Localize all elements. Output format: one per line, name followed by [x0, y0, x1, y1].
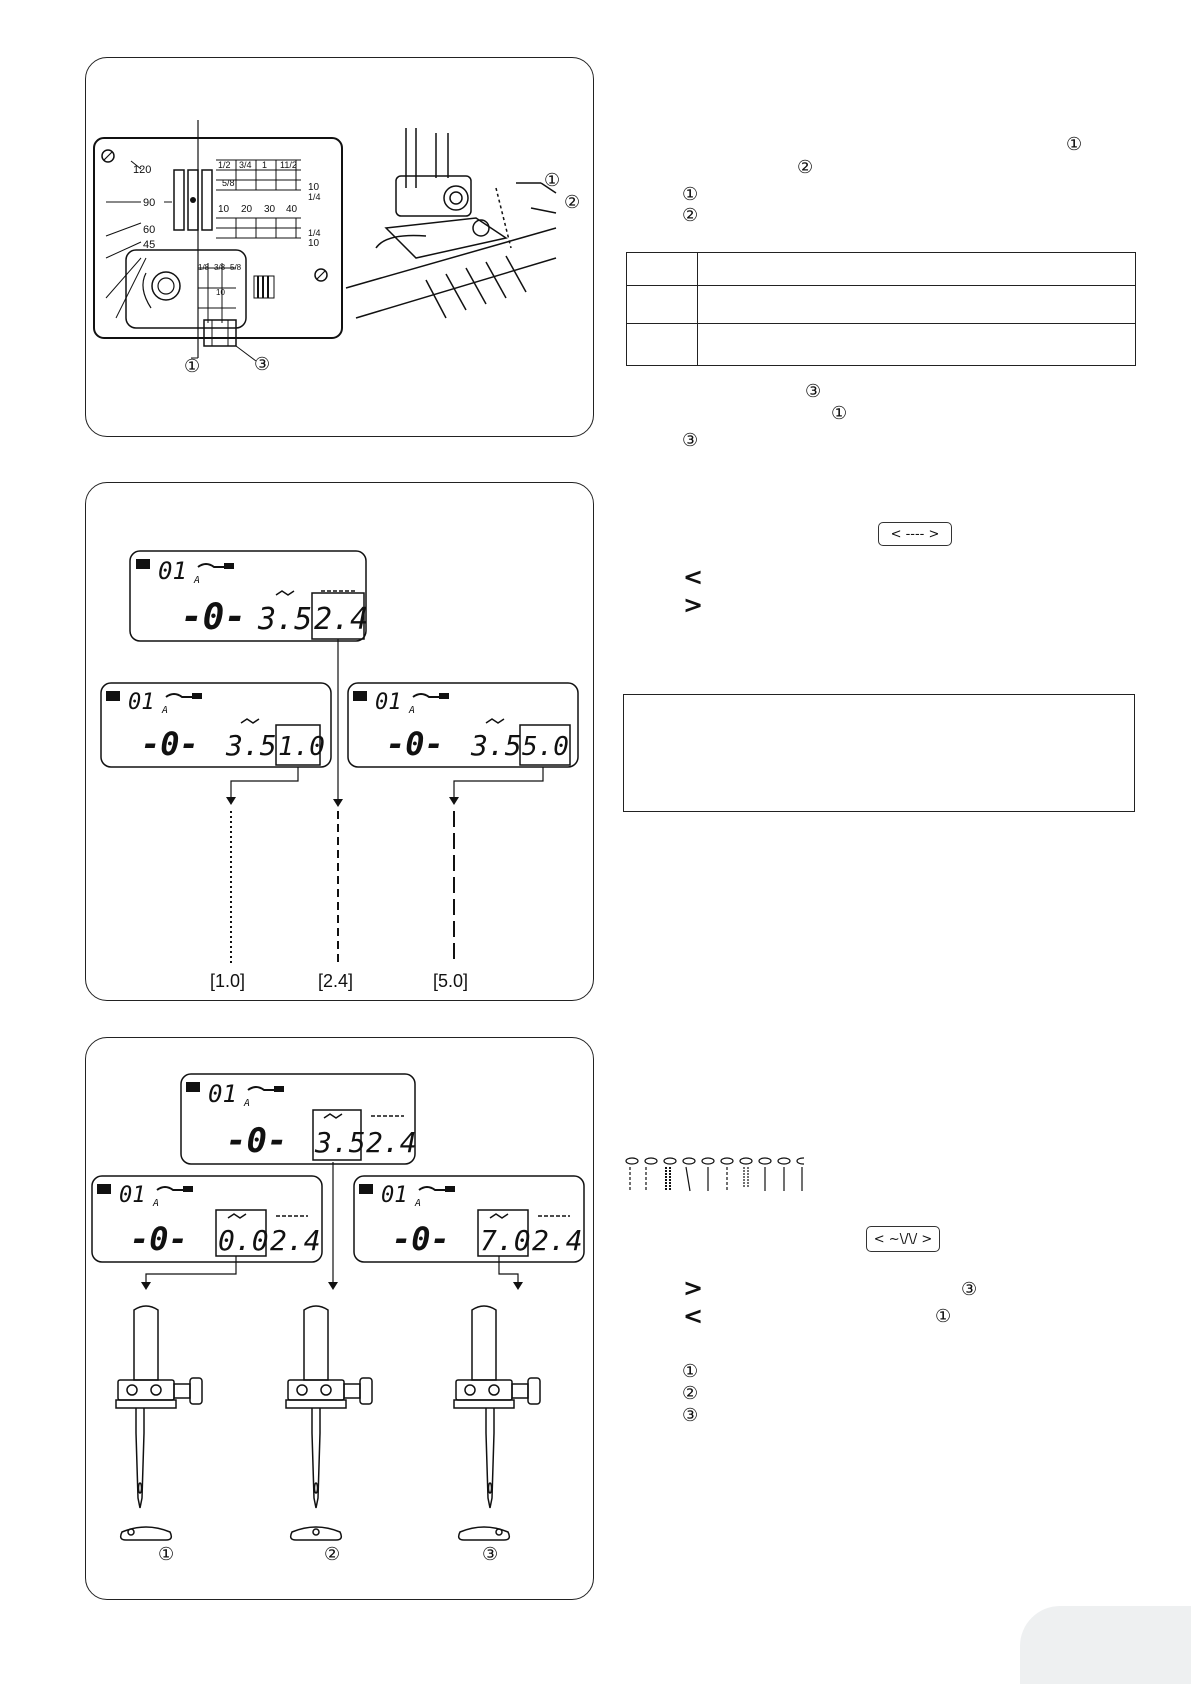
needle-label-center: ②	[324, 1544, 341, 1565]
needle-drawings	[86, 1038, 594, 1600]
table-column-separator	[697, 253, 698, 365]
ref-2-line2: ②	[797, 157, 814, 178]
figure-needle-plate-panel	[85, 57, 594, 437]
ref-1-text: ①	[831, 403, 848, 424]
lcd-top-mode-a: A	[194, 575, 201, 586]
lcd-width-top-width: 3.5	[315, 1126, 366, 1159]
list-ref-2: ②	[682, 205, 699, 226]
plate-inch-one-half: 11/2	[280, 160, 297, 170]
lcd-left	[101, 683, 331, 767]
lcd-right-pattern-no: 01	[375, 690, 402, 715]
plate-lower-ten: 10	[216, 288, 225, 297]
plate-mm-10-upper: 10	[308, 182, 320, 193]
plate-inch-quarter-a: 1/4	[308, 192, 321, 202]
lcd-width-left-pattern-no: 01	[119, 1183, 146, 1208]
figure-stitch-length-panel	[85, 482, 594, 1001]
plate-inch-three-quarter: 3/4	[239, 160, 252, 170]
lcd-width-top-length: 2.4	[366, 1126, 417, 1159]
lcd-left-pattern-no: 01	[128, 690, 155, 715]
ref-1-line1: ①	[1066, 134, 1083, 155]
plate-scale-90: 90	[143, 197, 156, 209]
increase-width-ref: ③	[961, 1279, 978, 1300]
stitch-width-key[interactable]: < ~\/\/ >	[866, 1226, 940, 1252]
plate-mm-40: 40	[286, 204, 298, 215]
plate-mm-20: 20	[241, 204, 253, 215]
stitch-length-key[interactable]: < ---- >	[878, 522, 952, 546]
lcd-width-top-needle-position: -0-	[226, 1121, 288, 1161]
plate-scale-60: 60	[143, 224, 156, 236]
callout-1-plate: ①	[184, 356, 201, 376]
seam-guide-table	[626, 252, 1136, 366]
ref-3-text: ③	[805, 381, 822, 402]
lcd-left-mode-a: A	[162, 705, 169, 716]
lcd-width-right-width: 7.0	[480, 1224, 531, 1257]
plate-inch-one: 1	[262, 160, 268, 170]
lcd-top-length: 2.4	[314, 602, 369, 637]
plate-lower-one-eighth: 1/8	[198, 263, 210, 272]
note-box	[623, 694, 1135, 812]
lcd-width-right-needle-position: -0-	[392, 1220, 450, 1258]
increase-length-glyph: >	[683, 591, 704, 619]
lcd-left-width: 3.5	[226, 729, 277, 762]
decrease-width-ref: ①	[935, 1306, 952, 1327]
lcd-width-left-length: 2.4	[270, 1224, 321, 1257]
needle-clamp-right	[454, 1306, 540, 1540]
needle-list-ref-3: ③	[682, 1405, 699, 1426]
lcd-left-needle-position: -0-	[141, 725, 199, 763]
figure-stitch-width-panel	[85, 1037, 594, 1600]
increase-width-glyph: >	[683, 1274, 704, 1302]
lcd-width-top-mode-a: A	[244, 1098, 251, 1109]
plate-inch-quarter-b: 1/4	[308, 228, 321, 238]
lcd-right	[348, 683, 578, 767]
needle-list-ref-1: ①	[682, 1361, 699, 1382]
plate-lower-five-eighth: 5/8	[230, 263, 242, 272]
decrease-length-glyph: <	[683, 563, 704, 591]
presser-foot-drawing	[346, 128, 556, 318]
needle-label-left: ①	[158, 1544, 175, 1565]
callout-3-plate: ③	[254, 354, 271, 374]
lcd-width-right-length: 2.4	[532, 1224, 583, 1257]
decrease-width-glyph: <	[683, 1302, 704, 1330]
table-row	[627, 285, 1135, 286]
lcd-width-left-needle-position: -0-	[130, 1220, 188, 1258]
list-ref-1: ①	[682, 184, 699, 205]
lcd-width-top-pattern-no: 01	[208, 1080, 237, 1108]
lcd-right-width: 3.5	[471, 729, 522, 762]
callout-1-foot: ①	[544, 170, 561, 190]
lcd-top-pattern-no: 01	[158, 557, 187, 585]
page-corner-tab	[1020, 1606, 1191, 1684]
callout-2-foot: ②	[564, 192, 581, 212]
plate-mm-10: 10	[218, 204, 230, 215]
stitch-label-short: [1.0]	[210, 971, 246, 991]
lcd-width-left-width: 0.0	[218, 1224, 269, 1257]
lcd-right-length: 5.0	[522, 732, 569, 762]
lcd-top-needle-position: -0-	[181, 597, 247, 638]
stitch-label-default: [2.4]	[318, 971, 354, 991]
lcd-top	[130, 551, 368, 641]
needle-label-right: ③	[482, 1544, 499, 1565]
stitch-label-long: [5.0]	[433, 971, 469, 991]
plate-lower-three-eighth: 3/8	[214, 263, 226, 272]
lcd-width-right-mode-a: A	[415, 1198, 422, 1209]
lcd-left-length: 1.0	[278, 732, 325, 762]
stitch-length-illustration	[86, 483, 594, 1001]
plate-scale-45: 45	[143, 239, 156, 251]
needle-list-ref-2: ②	[682, 1383, 699, 1404]
plate-mm-30: 30	[264, 204, 276, 215]
lcd-right-mode-a: A	[409, 705, 416, 716]
stitch-pattern-icons	[624, 1157, 804, 1197]
plate-scale-120: 120	[133, 164, 152, 176]
list-ref-3: ③	[682, 430, 699, 451]
lcd-width-right-pattern-no: 01	[381, 1183, 408, 1208]
plate-mm-10-lower: 10	[308, 238, 320, 249]
needle-clamp-center	[286, 1306, 372, 1540]
needle-clamp-left	[116, 1306, 202, 1540]
lcd-top-width: 3.5	[258, 602, 313, 637]
lcd-width-left-mode-a: A	[153, 1198, 160, 1209]
lcd-right-needle-position: -0-	[386, 725, 444, 763]
table-row	[627, 323, 1135, 324]
needle-plate-illustration	[86, 58, 594, 437]
plate-inch-half: 1/2	[218, 160, 231, 170]
plate-inch-five-eighth: 5/8	[222, 178, 235, 188]
